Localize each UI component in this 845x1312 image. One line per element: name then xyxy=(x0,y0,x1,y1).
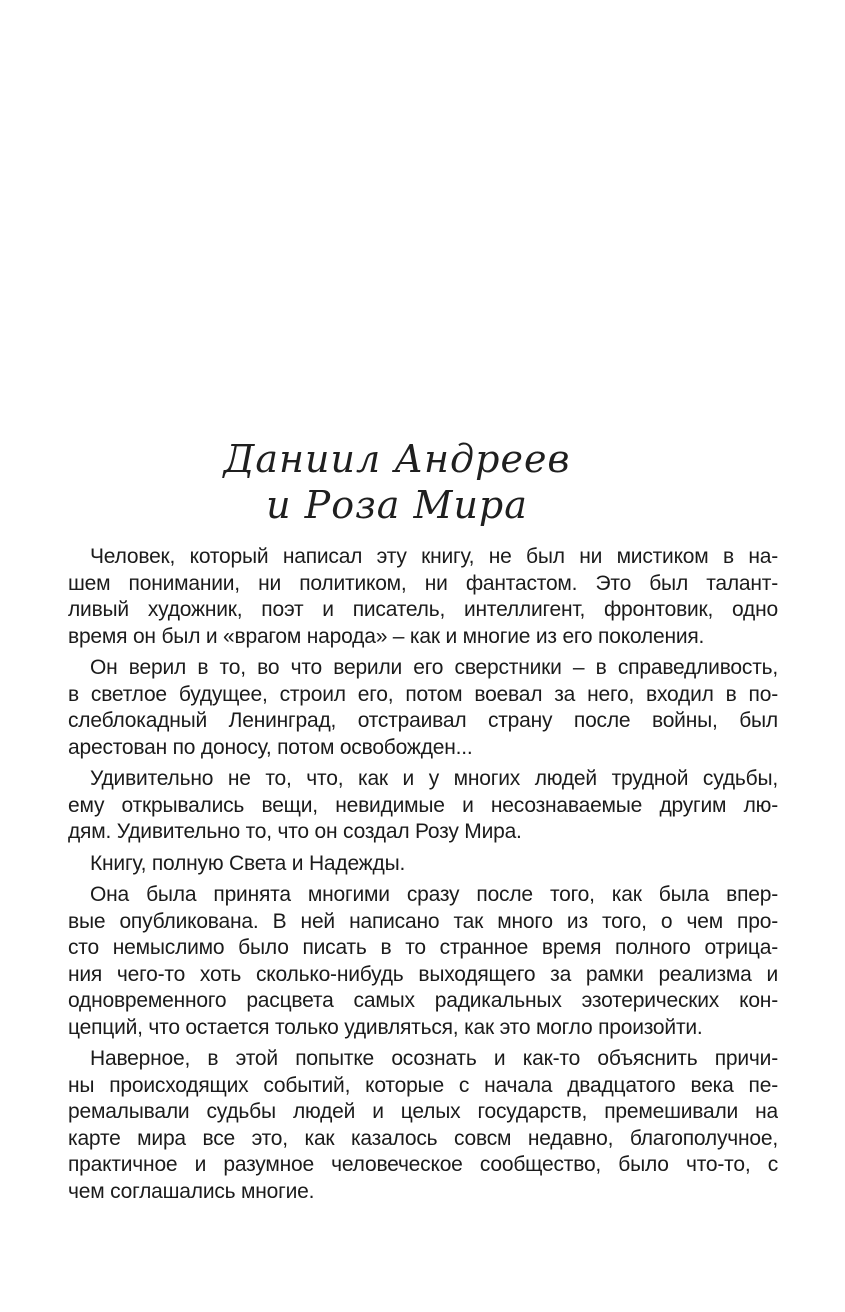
paragraph xyxy=(68,544,778,650)
chapter-title xyxy=(68,436,778,528)
text-line: в светлое будущее, строил его, потом воевал за него, входил в по- xyxy=(68,682,778,706)
text-line: карте мира все это, как казалось совсм недавно, благополучное, xyxy=(68,1126,778,1150)
text-line: практичное и разумное человеческое сообщество, было что-то, с xyxy=(68,1153,778,1176)
text-block xyxy=(68,0,778,1210)
paragraph xyxy=(68,851,778,878)
text-line: Он верил в то, во что верили его сверстники – в справедливость, xyxy=(90,656,778,679)
text-line: ремалывали судьбы людей и целых государств, премешивали на xyxy=(68,1100,778,1123)
text-line: Наверное, в этой попытке осознать и как-то объяснить причи- xyxy=(90,1047,778,1070)
text-line: шем понимании, ни политиком, ни фантастом. Это был талант- xyxy=(68,571,778,595)
text-line: ливый художник, поэт и писатель, интеллигент, фронтовик, одно xyxy=(68,598,778,621)
text-line: вые опубликована. В ней написано так много из того, о чем про- xyxy=(68,909,778,933)
text-line: сто немыслимо было писать в то странное время полного отрица- xyxy=(68,936,778,959)
text-line: чем соглашались многие. xyxy=(68,1179,315,1203)
paragraph xyxy=(68,655,778,761)
text-line: цепций, что остается только удивляться, как это могло произойти. xyxy=(68,1015,703,1039)
text-line: арестован по доносу, потом освобожден... xyxy=(68,735,473,759)
paragraph xyxy=(68,882,778,1041)
chapter-title-line1: Даниил Андреев xyxy=(223,437,571,481)
chapter-title-line2: и Роза Мира xyxy=(266,483,528,527)
text-line: слеблокадный Ленинград, отстраивал страну после войны, был xyxy=(68,709,778,732)
paragraph xyxy=(68,1046,778,1205)
text-line: дям. Удивительно то, что он создал Розу Мира. xyxy=(68,820,522,843)
text-line: ны происходящих событий, которые с начала двадцатого века пе- xyxy=(68,1073,778,1097)
text-line: Человек, который написал эту книгу, не был ни мистиком в на- xyxy=(90,545,778,568)
text-line: ему открывались вещи, невидимые и несознаваемые другим лю- xyxy=(68,793,778,817)
text-line: время он был и «врагом народа» – как и многие из его поколения. xyxy=(68,624,705,648)
paragraph xyxy=(68,766,778,846)
text-line: Удивительно не то, что, как и у многих людей трудной судьбы, xyxy=(90,767,778,790)
text-line: Книгу, полную Света и Надежды. xyxy=(90,851,406,875)
text-line: ния чего-то хоть сколько-нибудь выходящего за рамки реализма и xyxy=(68,962,778,986)
text-line: одновременного расцвета самых радикальных эзотерических кон- xyxy=(68,989,778,1012)
text-line: Она была принята многими сразу после того, как была впер- xyxy=(90,883,778,906)
body-text xyxy=(68,544,778,1205)
